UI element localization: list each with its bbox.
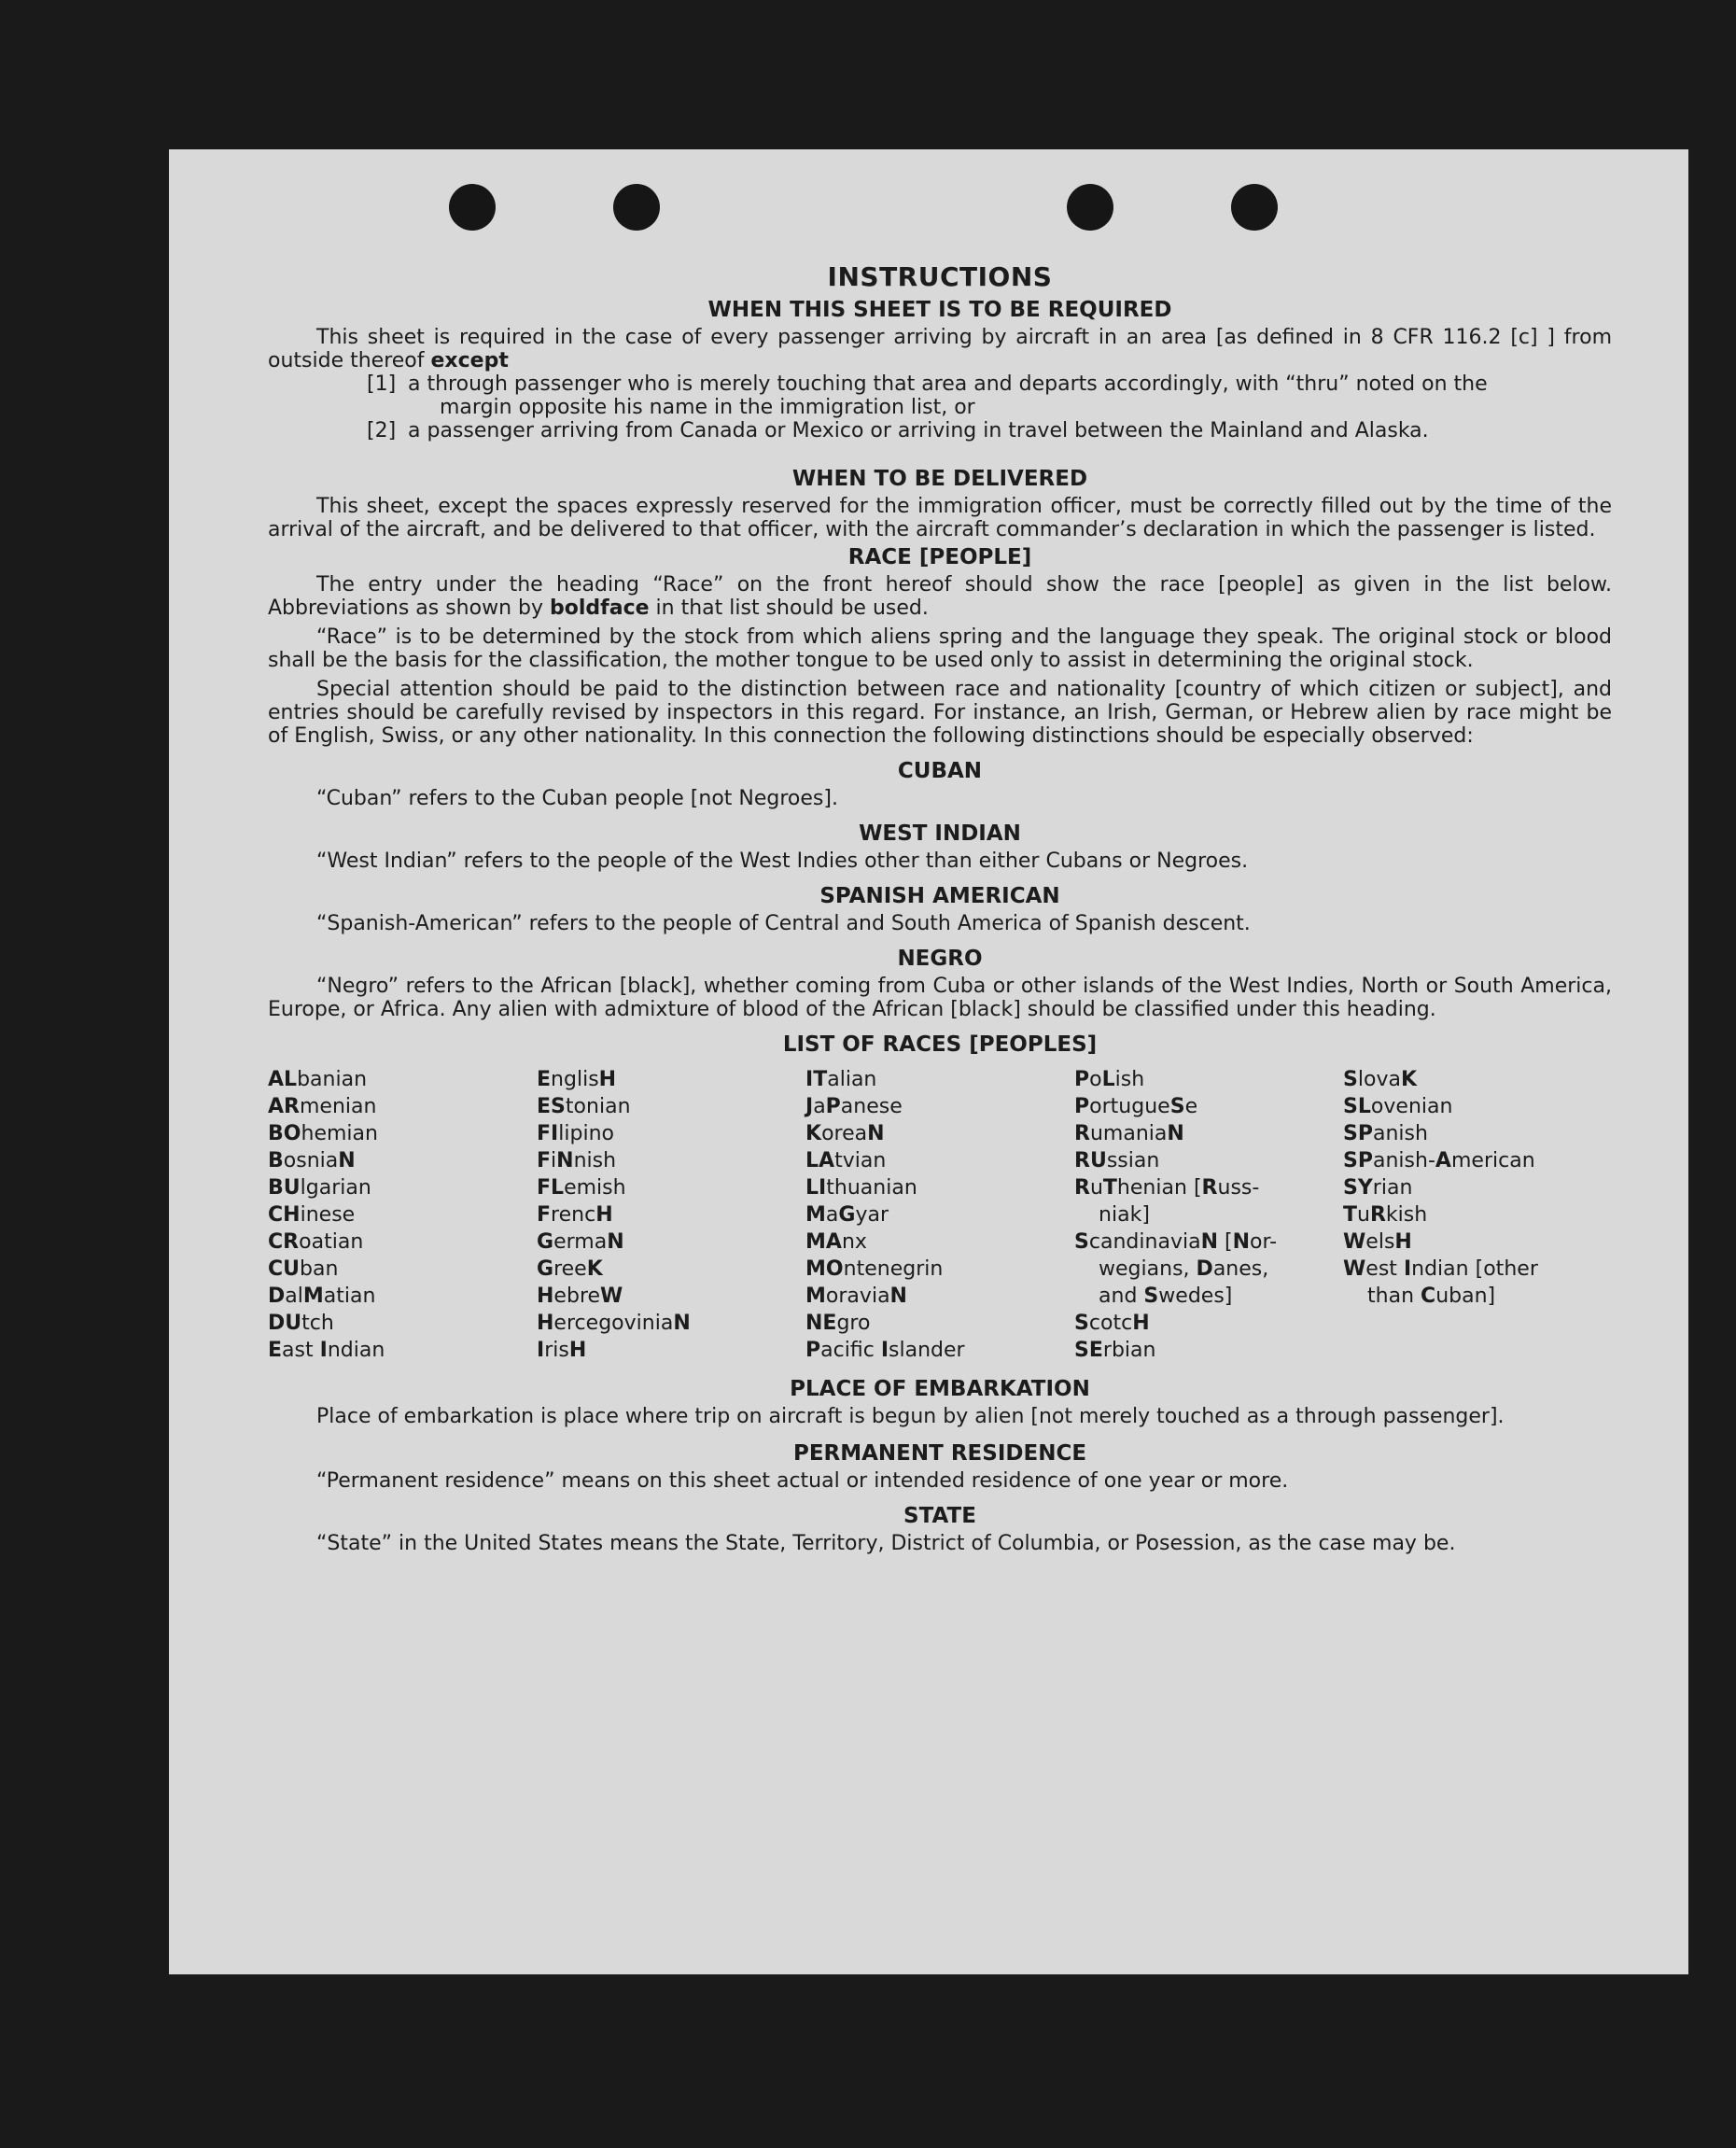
exception-item-1: [1] a through passenger who is merely touching that area and departs accordingly, with “thru” noted on the margin opposite his name in the immigration list, or xyxy=(367,372,1488,419)
heading-cuban: CUBAN xyxy=(897,759,983,783)
race-entry: MaGyar xyxy=(805,1203,889,1227)
race-entry: BOhemian xyxy=(268,1122,378,1145)
document-sheet xyxy=(169,149,1688,1974)
race-list xyxy=(268,1066,1612,1364)
heading-state: STATE xyxy=(903,1504,976,1528)
race-entry: TuRkish xyxy=(1343,1203,1428,1227)
race-entry: wegians, Danes, xyxy=(1099,1257,1269,1281)
race-entry: SYrian xyxy=(1343,1176,1413,1200)
heading-residence: PERMANENT RESIDENCE xyxy=(792,1441,1087,1466)
state-text: “State” in the United States means the State, Territory, District of Columbia, or Posession, as the case may be. xyxy=(316,1532,1456,1555)
race-entry: niak] xyxy=(1099,1203,1150,1227)
race-paragraph-1: The entry under the heading “Race” on the front hereof should show the race [people] as given in the list below. Abbreviations as shown by boldface in that list should be used. xyxy=(268,573,1612,620)
race-entry: MOntenegrin xyxy=(805,1257,944,1281)
race-entry: ITalian xyxy=(805,1068,877,1091)
race-entry: SPanish xyxy=(1343,1122,1428,1145)
race-column xyxy=(1074,1066,1343,1364)
race-entry: SLovenian xyxy=(1343,1095,1453,1118)
race-entry: RUssian xyxy=(1074,1149,1160,1172)
race-entry: PortugueSe xyxy=(1074,1095,1198,1118)
race-entry: NEgro xyxy=(805,1312,871,1335)
negro-text: “Negro” refers to the African [black], whether coming from Cuba or other islands of the West Indies, North or South America, Europe, or Africa. Any alien with admixture of blood of the African [black] should be classified under this heading. xyxy=(268,975,1612,1021)
race-entry: ARmenian xyxy=(268,1095,377,1118)
punch-hole xyxy=(1067,184,1113,231)
race-entry: Pacifc Islander xyxy=(805,1339,965,1362)
race-entry: HebreW xyxy=(537,1285,623,1308)
race-entry: CHinese xyxy=(268,1203,356,1227)
race-entry: LIthuanian xyxy=(805,1176,917,1200)
race-entry: FrencH xyxy=(537,1203,613,1227)
race-entry: HercegoviniaN xyxy=(537,1312,691,1335)
race-entry: BUlgarian xyxy=(268,1176,371,1200)
cuban-text: “Cuban” refers to the Cuban people [not Negroes]. xyxy=(316,787,838,810)
race-entry: SErbian xyxy=(1074,1339,1156,1362)
when-delivered-text: This sheet, except the spaces expressly reserved for the immigration officer, must be correctly filled out by the time of the arrival of the aircraft, and be delivered to that officer, with the aircraft commander’s declaration in which the passenger is listed. xyxy=(268,495,1612,541)
race-entry: than Cuban] xyxy=(1367,1285,1496,1308)
race-entry: FIlipino xyxy=(537,1122,614,1145)
race-entry: BosniaN xyxy=(268,1149,356,1172)
race-entry: DalMatian xyxy=(268,1285,376,1308)
race-column xyxy=(537,1066,805,1364)
race-entry: SlovaK xyxy=(1343,1068,1418,1091)
race-entry: LAtvian xyxy=(805,1149,887,1172)
punch-hole xyxy=(449,184,496,231)
race-entry: MoraviaN xyxy=(805,1285,907,1308)
race-entry: RuThenian [Russ- xyxy=(1074,1176,1260,1200)
race-column xyxy=(805,1066,1074,1364)
heading-embarkation: PLACE OF EMBARKATION xyxy=(790,1377,1090,1401)
heading-when-required: WHEN THIS SHEET IS TO BE REQUIRED xyxy=(707,298,1172,322)
race-entry: PoLish xyxy=(1074,1068,1145,1091)
heading-spanish-american: SPANISH AMERICAN xyxy=(819,884,1060,908)
spanish-american-text: “Spanish-American” refers to the people of Central and South America of Spanish descent. xyxy=(316,912,1251,935)
heading-west-indian: WEST INDIAN xyxy=(859,821,1021,846)
race-entry: IrisH xyxy=(537,1339,587,1362)
race-paragraph-3: Special attention should be paid to the distinction between race and nationality [country of which citizen or subject], and entries should be carefully revised by inspectors in this regard. For instance, an Irish, German, or Hebrew alien by race might be of English, Swiss, or any other nationality. In this connection the following distinctions should be especially observed: xyxy=(268,678,1612,748)
punch-hole xyxy=(613,184,660,231)
heading-list-of-races: LIST OF RACES [PEOPLES] xyxy=(782,1032,1098,1057)
when-required-intro: This sheet is required in the case of every passenger arriving by aircraft in an area [as defined in 8 CFR 116.2 [c] ] from outside thereof except xyxy=(268,326,1612,372)
race-entry: ALbanian xyxy=(268,1068,368,1091)
race-entry: FLemish xyxy=(537,1176,626,1200)
race-entry: MAnx xyxy=(805,1230,867,1254)
race-entry: and Swedes] xyxy=(1099,1285,1233,1308)
heading-when-delivered: WHEN TO BE DELIVERED xyxy=(791,467,1088,491)
race-entry: SPanish-American xyxy=(1343,1149,1535,1172)
document-body xyxy=(268,261,1612,1555)
race-entry: DUtch xyxy=(268,1312,334,1335)
residence-text: “Permanent residence” means on this sheet actual or intended residence of one year or more. xyxy=(316,1469,1289,1493)
punch-hole xyxy=(1231,184,1278,231)
heading-race: RACE [PEOPLE] xyxy=(847,545,1032,569)
race-entry: GermaN xyxy=(537,1230,624,1254)
race-column xyxy=(268,1066,537,1364)
race-entry: CRoatian xyxy=(268,1230,364,1254)
race-paragraph-2: “Race” is to be determined by the stock from which aliens spring and the language they speak. The original stock or blood shall be the basis for the classification, the mother tongue to be used only to assist in determining the original stock. xyxy=(268,625,1612,672)
page-title: INSTRUCTIONS xyxy=(827,261,1053,292)
race-entry: ScotcH xyxy=(1074,1312,1150,1335)
race-entry: EStonian xyxy=(537,1095,631,1118)
race-column xyxy=(1343,1066,1612,1364)
race-entry: JaPanese xyxy=(805,1095,903,1118)
race-entry: ScandinaviaN [Nor- xyxy=(1074,1230,1278,1254)
race-entry: CUban xyxy=(268,1257,339,1281)
race-entry: KoreaN xyxy=(805,1122,885,1145)
race-entry: RumaniaN xyxy=(1074,1122,1184,1145)
west-indian-text: “West Indian” refers to the people of the West Indies other than either Cubans or Negroes. xyxy=(316,849,1249,873)
race-entry: East Indian xyxy=(268,1339,385,1362)
race-entry: WelsH xyxy=(1343,1230,1412,1254)
race-entry: FiNnish xyxy=(537,1149,617,1172)
heading-negro: NEGRO xyxy=(897,947,983,971)
embarkation-text: Place of embarkation is place where trip on aircraft is begun by alien [not merely touched as a through passenger]. xyxy=(316,1405,1505,1428)
race-entry: GreeK xyxy=(537,1257,603,1281)
race-entry: West Indian [other xyxy=(1343,1257,1538,1281)
exception-item-2: [2] a passenger arriving from Canada or Mexico or arriving in travel between the Mainland and Alaska. xyxy=(367,419,1429,442)
race-entry: EnglisH xyxy=(537,1068,617,1091)
